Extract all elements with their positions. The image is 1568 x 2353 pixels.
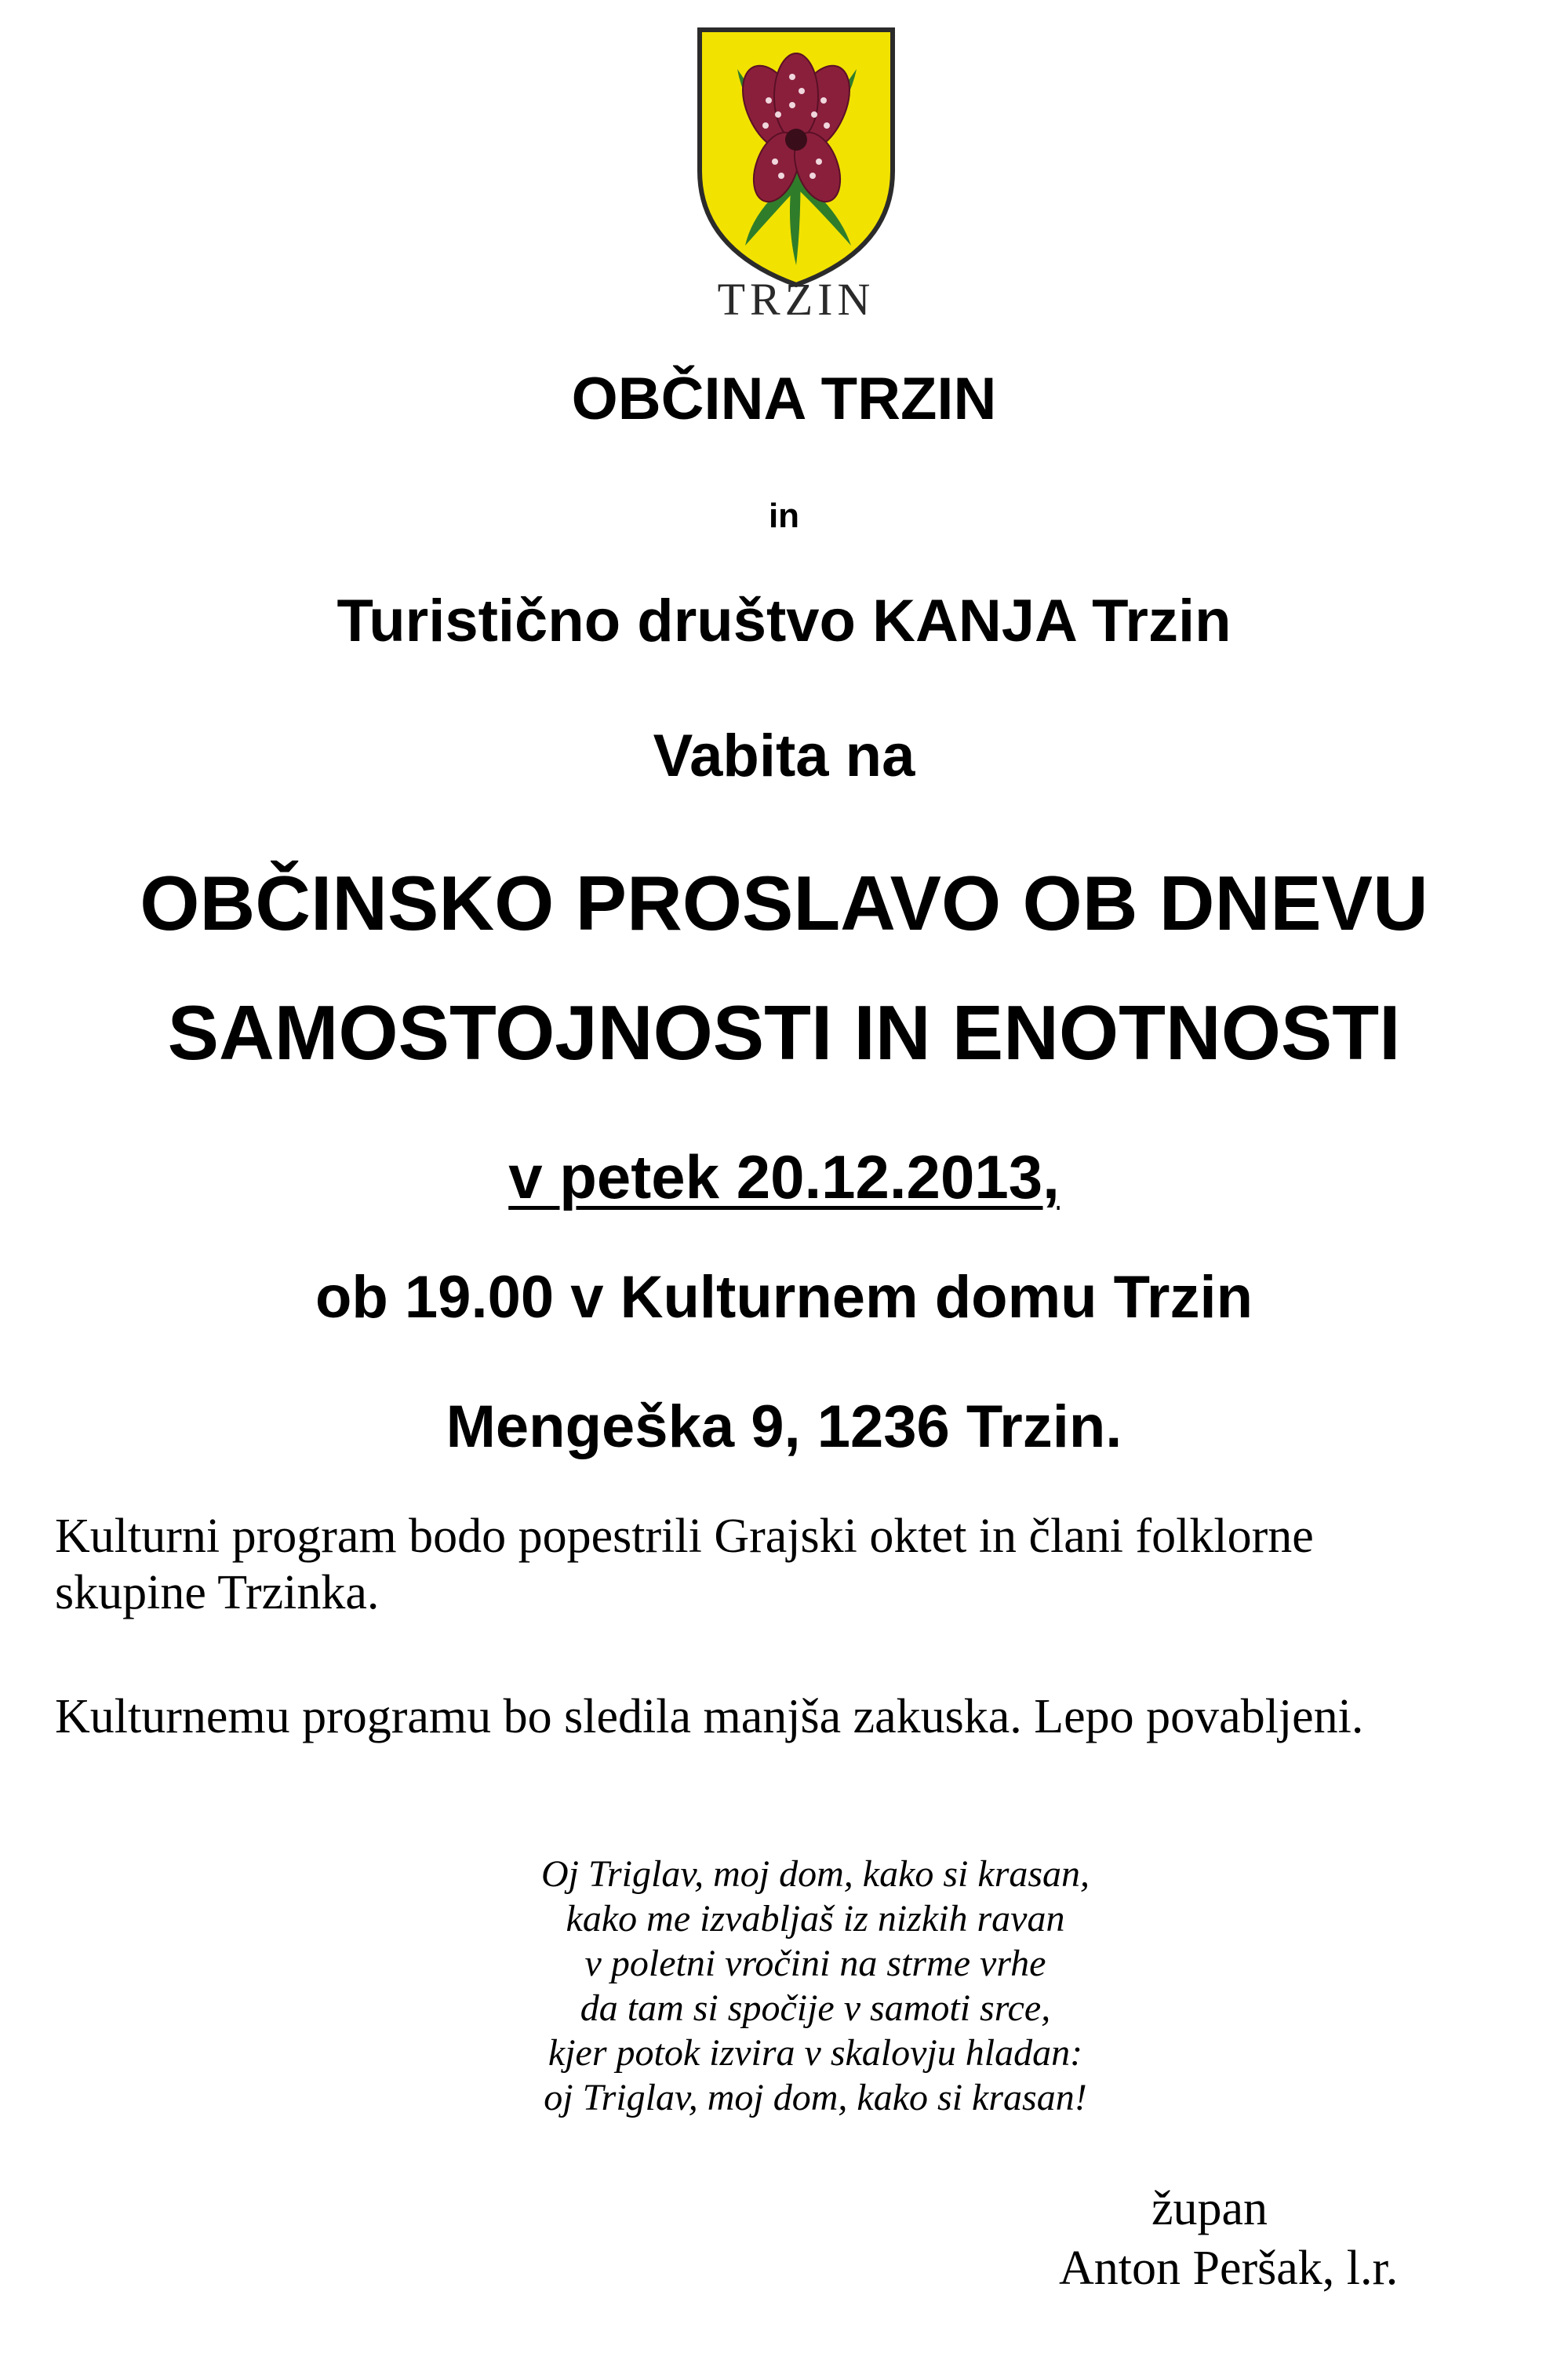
- poem-line: kako me izvabljaš iz nizkih ravan: [566, 1898, 1065, 1940]
- signature-title: župan: [1151, 2182, 1268, 2235]
- event-date: v petek 20.12.2013,: [508, 1142, 1060, 1211]
- poem-line: oj Triglav, moj dom, kako si krasan!: [544, 2077, 1087, 2118]
- invitation-line: Vabita na: [653, 723, 915, 789]
- event-address: Mengeška 9, 1236 Trzin.: [446, 1393, 1122, 1460]
- event-time-place: ob 19.00 v Kulturnem domu Trzin: [315, 1264, 1253, 1331]
- event-date-line: [0, 1142, 1568, 1213]
- program-text-line-2: skupine Trzinka.: [55, 1566, 380, 1619]
- event-title-line-1: OBČINSKO PROSLAVO OB DNEVU: [140, 860, 1428, 946]
- event-title-line-2: SAMOSTOJNOSTI IN ENOTNOSTI: [167, 989, 1401, 1076]
- crest-label: TRZIN: [717, 274, 875, 325]
- poem-line: da tam si spočije v samoti srce,: [580, 1987, 1051, 2029]
- organizer-tourist-society: Turistično društvo KANJA Trzin: [337, 588, 1231, 654]
- program-text-line-1: Kulturni program bodo popestrili Grajski oktet in člani folklorne: [55, 1510, 1314, 1563]
- poem-line: v poletni vročini na strme vrhe: [584, 1943, 1046, 1984]
- refreshment-text: Kulturnemu programu bo sledila manjša zakuska. Lepo povabljeni.: [55, 1690, 1364, 1743]
- signature-name: Anton Peršak, l.r.: [1059, 2242, 1399, 2295]
- coat-of-arms: [690, 22, 902, 297]
- conjunction: in: [768, 497, 800, 535]
- poem-line: kjer potok izvira v skalovju hladan:: [548, 2032, 1083, 2074]
- trzin-crest-icon: [690, 22, 902, 289]
- organizer-municipality: OBČINA TRZIN: [571, 366, 997, 432]
- poem: [0, 1852, 1568, 2120]
- poem-line: Oj Triglav, moj dom, kako si krasan,: [540, 1853, 1090, 1895]
